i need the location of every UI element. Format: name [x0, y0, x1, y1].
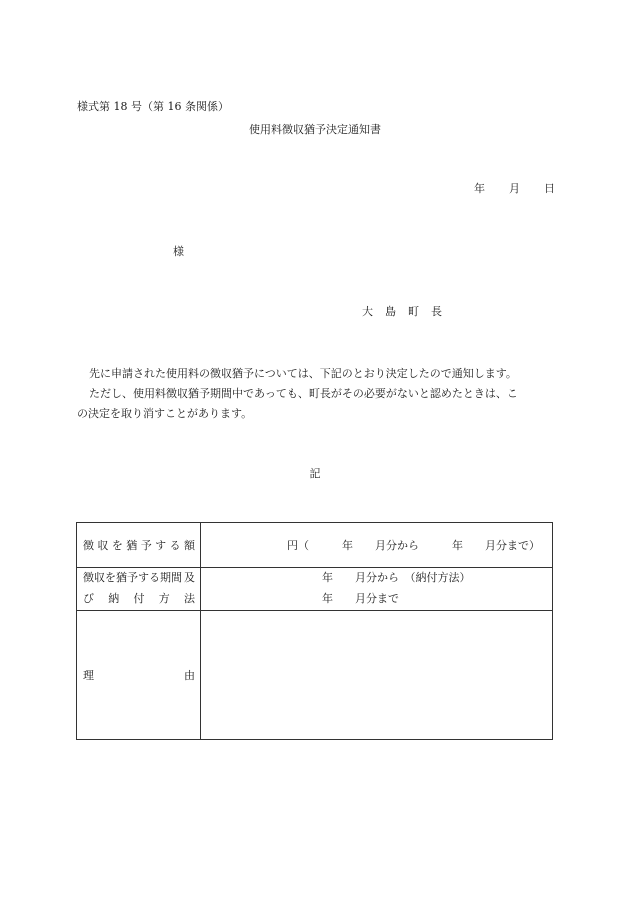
- label-char: 徴: [83, 539, 94, 552]
- row-value-deferred-amount: 円（ 年 月分から 年 月分まで）: [287, 539, 540, 552]
- label-char: 方: [158, 592, 170, 605]
- label-char: 納: [108, 592, 120, 605]
- label-char: る: [169, 539, 181, 552]
- label-char: び: [83, 592, 94, 605]
- row-value-period-from: 年 月分から （納付方法）: [322, 571, 471, 584]
- row-label-reason: [83, 669, 195, 683]
- label-text: 及: [184, 571, 195, 584]
- body-line-3: の決定を取り消すことがあります。: [77, 407, 253, 420]
- issuer: [362, 305, 442, 319]
- row-label-period-line-2: [83, 592, 195, 606]
- row-label-period-line-1: [83, 571, 195, 585]
- label-char: 額: [183, 539, 195, 552]
- issuer-char: 町: [408, 305, 419, 318]
- label-char: 付: [133, 592, 145, 605]
- label-char: 収: [97, 539, 109, 552]
- row-value-period-until: 年 月分まで: [322, 592, 399, 605]
- label-char: を: [111, 539, 123, 552]
- table-divider: [77, 567, 552, 568]
- date-year: 年: [474, 182, 485, 195]
- ki-heading: 記: [309, 467, 321, 480]
- date-line: [474, 182, 555, 196]
- date-month: 月: [509, 182, 520, 195]
- date-day: 日: [544, 182, 555, 195]
- label-char: 法: [184, 592, 195, 605]
- addressee: 様: [173, 245, 184, 258]
- label-text: 徴収を猶予する期間: [83, 571, 182, 584]
- table-divider: [200, 523, 201, 739]
- label-char: す: [155, 539, 167, 552]
- document-title: 使用料徴収猶予決定通知書: [249, 123, 381, 136]
- issuer-char: 長: [431, 305, 442, 318]
- details-table: [76, 522, 553, 740]
- table-divider: [77, 610, 552, 611]
- body-line-1: 先に申請された使用料の徴収猶予については、下記のとおり決定したので通知します。: [89, 367, 517, 380]
- form-number: 様式第 18 号（第 16 条関係）: [77, 100, 229, 113]
- label-char: 理: [83, 669, 94, 682]
- label-char: 予: [140, 539, 152, 552]
- body-line-2: ただし、使用料徴収猶予期間中であっても、町長がその必要がないと認めたときは、こ: [89, 387, 518, 400]
- row-label-deferred-amount: [83, 539, 195, 553]
- label-char: 猶: [126, 539, 138, 552]
- issuer-char: 大: [362, 305, 373, 318]
- label-char: 由: [184, 669, 195, 682]
- issuer-char: 島: [385, 305, 396, 318]
